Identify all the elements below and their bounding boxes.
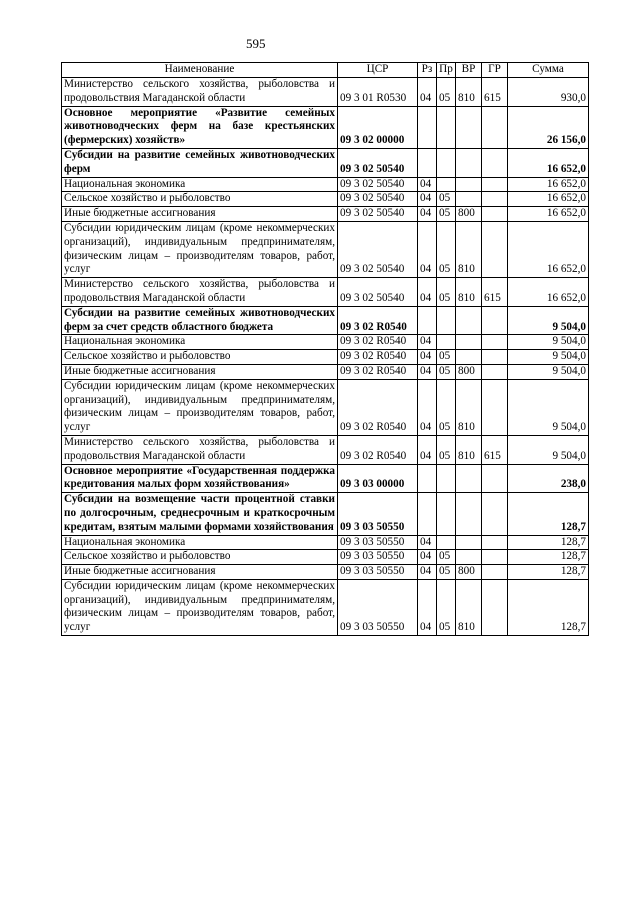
cell-csr: 09 3 02 R0540 [338, 364, 418, 379]
table-row [62, 106, 589, 148]
cell-vr: 800 [456, 565, 482, 580]
table-row [62, 350, 589, 365]
cell-rz [418, 106, 437, 148]
cell-name: Основное мероприятие «Развитие семейных животноводческих ферм на базе крестьянских (фермерских) хозяйств» [62, 106, 338, 148]
cell-csr: 09 3 03 50550 [338, 565, 418, 580]
header-vr: ВР [456, 63, 482, 78]
table-row [62, 493, 589, 535]
table-row [62, 364, 589, 379]
cell-csr: 09 3 03 00000 [338, 464, 418, 493]
cell-sum: 16 652,0 [508, 148, 589, 177]
cell-rz: 04 [418, 192, 437, 207]
cell-pr [437, 306, 456, 335]
cell-sum: 9 504,0 [508, 350, 589, 365]
cell-pr: 05 [437, 207, 456, 222]
cell-name: Сельское хозяйство и рыболовство [62, 550, 338, 565]
cell-rz: 04 [418, 535, 437, 550]
cell-vr: 810 [456, 435, 482, 464]
cell-gr [482, 335, 508, 350]
cell-pr [437, 464, 456, 493]
cell-sum: 930,0 [508, 78, 589, 107]
cell-gr [482, 565, 508, 580]
table-header-row [62, 63, 589, 78]
cell-csr: 09 3 02 50540 [338, 177, 418, 192]
cell-sum: 9 504,0 [508, 379, 589, 435]
table-row [62, 379, 589, 435]
cell-rz: 04 [418, 207, 437, 222]
cell-pr: 05 [437, 192, 456, 207]
cell-name: Национальная экономика [62, 535, 338, 550]
cell-rz [418, 493, 437, 535]
cell-name: Сельское хозяйство и рыболовство [62, 192, 338, 207]
cell-pr: 05 [437, 221, 456, 277]
table-row [62, 535, 589, 550]
table-row [62, 148, 589, 177]
table-row [62, 565, 589, 580]
cell-sum: 128,7 [508, 565, 589, 580]
cell-pr: 05 [437, 278, 456, 307]
header-rz: Рз [418, 63, 437, 78]
cell-rz: 04 [418, 78, 437, 107]
cell-vr: 810 [456, 579, 482, 635]
cell-name: Основное мероприятие «Государственная поддержка кредитования малых форм хозяйствования» [62, 464, 338, 493]
cell-gr [482, 535, 508, 550]
cell-name: Национальная экономика [62, 177, 338, 192]
cell-csr: 09 3 01 R0530 [338, 78, 418, 107]
cell-rz [418, 464, 437, 493]
cell-csr: 09 3 02 50540 [338, 221, 418, 277]
cell-csr: 09 3 02 R0540 [338, 335, 418, 350]
cell-vr [456, 177, 482, 192]
cell-gr [482, 350, 508, 365]
cell-pr: 05 [437, 350, 456, 365]
cell-vr [456, 148, 482, 177]
cell-gr [482, 493, 508, 535]
cell-name: Национальная экономика [62, 335, 338, 350]
cell-gr [482, 550, 508, 565]
cell-csr: 09 3 02 50540 [338, 148, 418, 177]
cell-name: Субсидии на возмещение части процентной ставки по долгосрочным, среднесрочным и краткосрочным кредитам, взятым малыми формами хозяйствования [62, 493, 338, 535]
cell-gr [482, 207, 508, 222]
cell-name: Министерство сельского хозяйства, рыболовства и продовольствия Магаданской области [62, 435, 338, 464]
cell-vr: 810 [456, 379, 482, 435]
cell-name: Сельское хозяйство и рыболовство [62, 350, 338, 365]
cell-vr [456, 550, 482, 565]
cell-csr: 09 3 02 50540 [338, 207, 418, 222]
cell-csr: 09 3 02 R0540 [338, 350, 418, 365]
table-row [62, 335, 589, 350]
cell-vr [456, 306, 482, 335]
cell-vr [456, 493, 482, 535]
cell-rz: 04 [418, 177, 437, 192]
cell-rz: 04 [418, 335, 437, 350]
cell-sum: 128,7 [508, 579, 589, 635]
cell-gr [482, 177, 508, 192]
cell-pr: 05 [437, 579, 456, 635]
table-row [62, 306, 589, 335]
cell-sum: 16 652,0 [508, 177, 589, 192]
cell-sum: 128,7 [508, 550, 589, 565]
cell-sum: 9 504,0 [508, 435, 589, 464]
cell-gr [482, 106, 508, 148]
cell-rz: 04 [418, 550, 437, 565]
cell-pr: 05 [437, 550, 456, 565]
cell-csr: 09 3 03 50550 [338, 493, 418, 535]
cell-name: Министерство сельского хозяйства, рыболовства и продовольствия Магаданской области [62, 278, 338, 307]
cell-name: Иные бюджетные ассигнования [62, 207, 338, 222]
header-sum: Сумма [508, 63, 589, 78]
cell-sum: 128,7 [508, 493, 589, 535]
cell-gr [482, 306, 508, 335]
cell-sum: 16 652,0 [508, 278, 589, 307]
cell-rz: 04 [418, 364, 437, 379]
cell-vr: 800 [456, 364, 482, 379]
header-csr: ЦСР [338, 63, 418, 78]
cell-vr [456, 350, 482, 365]
cell-vr: 800 [456, 207, 482, 222]
table-row [62, 278, 589, 307]
cell-pr [437, 493, 456, 535]
table-row [62, 192, 589, 207]
cell-name: Субсидии на развитие семейных животноводческих ферм за счет средств областного бюджета [62, 306, 338, 335]
cell-vr: 810 [456, 221, 482, 277]
cell-vr [456, 106, 482, 148]
cell-csr: 09 3 02 00000 [338, 106, 418, 148]
cell-csr: 09 3 02 50540 [338, 192, 418, 207]
cell-name: Иные бюджетные ассигнования [62, 364, 338, 379]
cell-rz: 04 [418, 579, 437, 635]
cell-vr: 810 [456, 278, 482, 307]
page-number: 595 [246, 36, 266, 51]
cell-pr [437, 177, 456, 192]
cell-gr [482, 192, 508, 207]
cell-name: Иные бюджетные ассигнования [62, 565, 338, 580]
cell-vr [456, 192, 482, 207]
cell-rz: 04 [418, 435, 437, 464]
cell-sum: 9 504,0 [508, 306, 589, 335]
cell-gr [482, 464, 508, 493]
table-row [62, 207, 589, 222]
cell-csr: 09 3 03 50550 [338, 579, 418, 635]
cell-sum: 16 652,0 [508, 207, 589, 222]
cell-gr: 615 [482, 78, 508, 107]
cell-vr [456, 464, 482, 493]
cell-gr [482, 221, 508, 277]
cell-gr [482, 379, 508, 435]
cell-sum: 238,0 [508, 464, 589, 493]
cell-gr [482, 364, 508, 379]
cell-rz: 04 [418, 350, 437, 365]
cell-name: Субсидии юридическим лицам (кроме некоммерческих организаций), индивидуальным предпринимателям, физическим лицам – производителям товаров, работ, услуг [62, 221, 338, 277]
table-row [62, 177, 589, 192]
cell-sum: 128,7 [508, 535, 589, 550]
cell-csr: 09 3 02 R0540 [338, 379, 418, 435]
cell-pr [437, 106, 456, 148]
cell-name: Министерство сельского хозяйства, рыболовства и продовольствия Магаданской области [62, 78, 338, 107]
cell-name: Субсидии юридическим лицам (кроме некоммерческих организаций), индивидуальным предпринимателям, физическим лицам – производителям товаров, работ, услуг [62, 379, 338, 435]
cell-pr: 05 [437, 565, 456, 580]
table-row [62, 579, 589, 635]
table-body [62, 78, 589, 636]
table-row [62, 464, 589, 493]
cell-sum: 9 504,0 [508, 364, 589, 379]
cell-sum: 9 504,0 [508, 335, 589, 350]
cell-rz [418, 148, 437, 177]
cell-vr [456, 535, 482, 550]
cell-pr [437, 535, 456, 550]
cell-csr: 09 3 03 50550 [338, 535, 418, 550]
cell-sum: 26 156,0 [508, 106, 589, 148]
cell-sum: 16 652,0 [508, 221, 589, 277]
header-gr: ГР [482, 63, 508, 78]
cell-vr: 810 [456, 78, 482, 107]
cell-rz: 04 [418, 278, 437, 307]
cell-rz: 04 [418, 565, 437, 580]
cell-csr: 09 3 03 50550 [338, 550, 418, 565]
cell-gr: 615 [482, 278, 508, 307]
cell-vr [456, 335, 482, 350]
table-row [62, 221, 589, 277]
cell-csr: 09 3 02 R0540 [338, 306, 418, 335]
cell-pr [437, 148, 456, 177]
cell-name: Субсидии юридическим лицам (кроме некоммерческих организаций), индивидуальным предпринимателям, физическим лицам – производителям товаров, работ, услуг [62, 579, 338, 635]
cell-pr: 05 [437, 78, 456, 107]
cell-pr [437, 335, 456, 350]
cell-csr: 09 3 02 50540 [338, 278, 418, 307]
budget-table [61, 62, 589, 636]
cell-pr: 05 [437, 379, 456, 435]
cell-gr [482, 148, 508, 177]
table-row [62, 435, 589, 464]
cell-sum: 16 652,0 [508, 192, 589, 207]
header-name: Наименование [62, 63, 338, 78]
cell-gr: 615 [482, 435, 508, 464]
cell-gr [482, 579, 508, 635]
table-row [62, 78, 589, 107]
cell-pr: 05 [437, 364, 456, 379]
cell-rz [418, 306, 437, 335]
cell-rz: 04 [418, 221, 437, 277]
cell-rz: 04 [418, 379, 437, 435]
cell-csr: 09 3 02 R0540 [338, 435, 418, 464]
header-pr: Пр [437, 63, 456, 78]
cell-pr: 05 [437, 435, 456, 464]
cell-name: Субсидии на развитие семейных животноводческих ферм [62, 148, 338, 177]
table-row [62, 550, 589, 565]
